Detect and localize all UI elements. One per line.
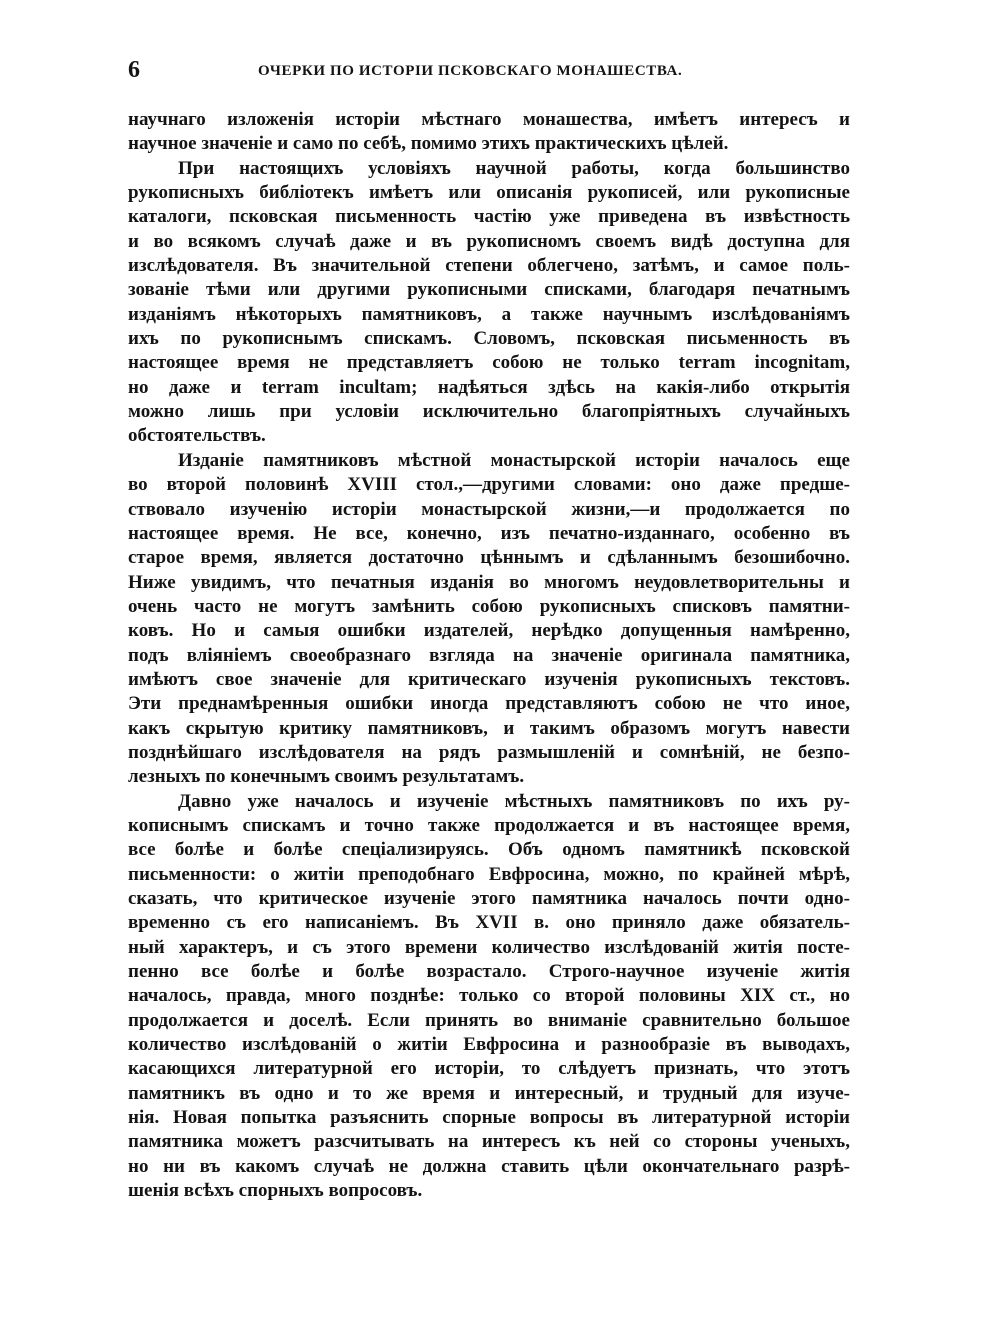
text-line: сказать, что критическое изученіе этого памятника началось почти одно- — [128, 888, 850, 909]
text-line: можно лишь при условіи исключительно благопріятныхъ случайныхъ — [128, 401, 850, 423]
text-line: научнаго изложенія исторіи мѣстнаго монашества, имѣетъ интересъ и — [128, 109, 850, 130]
text-line: очень часто не могутъ замѣнить собою рукописныхъ списковъ памятни- — [128, 595, 850, 617]
text-line: пенно все болѣе и болѣе возрастало. Строго-научное изученіе житія — [128, 961, 850, 983]
text-line: продолжается и доселѣ. Если принять во вниманіе сравнительно большое — [128, 1009, 850, 1031]
text-line: памятникъ въ одно и то же время и интересный, и трудный для изуче- — [128, 1082, 850, 1104]
page-number: 6 — [128, 57, 140, 83]
text-line: обстоятельствъ. — [128, 425, 266, 447]
text-line: изслѣдователя. Въ значительной степени облегчено, затѣмъ, и самое поль- — [128, 255, 850, 277]
text-line: нія. Новая попытка разъяснить спорные вопросы въ литературной исторіи — [128, 1107, 850, 1129]
running-title: ОЧЕРКИ ПО ИСТОРІИ ПСКОВСКАГО МОНАШЕСТВА. — [258, 63, 683, 79]
text-line: Давно уже началось и изученіе мѣстныхъ памятниковъ по ихъ ру- — [178, 790, 850, 812]
text-line: подъ вліяніемъ своеобразнаго взгляда на значеніе оригинала памятника, — [128, 644, 850, 666]
text-line: началось, правда, много позднѣе: только со второй половины XIX ст., но — [128, 985, 850, 1007]
text-line: Эти преднамѣренныя ошибки иногда представляютъ собою не что иное, — [128, 693, 850, 715]
running-head — [128, 57, 850, 87]
text-line: памятника можетъ разсчитывать на интересъ къ ней со стороны ученыхъ, — [128, 1131, 850, 1153]
paragraph-2 — [128, 157, 850, 449]
text-line: При настоящихъ условіяхъ научной работы, когда большинство — [178, 157, 850, 179]
text-line: Ниже увидимъ, что печатныя изданія во многомъ неудовлетворительны и — [128, 571, 850, 593]
text-line: ный характеръ, и съ этого времени количество изслѣдованій житія посте- — [128, 936, 850, 958]
body-text — [128, 108, 850, 1203]
text-line: зованіе тѣми или другими рукописными списками, благодаря печатнымъ — [128, 279, 850, 301]
text-line: изданіямъ нѣкоторыхъ памятниковъ, а также научнымъ изслѣдованіямъ — [128, 303, 850, 325]
text-line: лезныхъ по конечнымъ своимъ результатамъ. — [128, 766, 525, 788]
text-line: и во всякомъ случаѣ даже и въ рукописномъ своемъ видѣ доступна для — [128, 230, 850, 252]
text-line: кописнымъ спискамъ и точно также продолжается и въ настоящее время, — [128, 814, 850, 836]
text-line: старое время, является достаточно цѣннымъ и сдѣланнымъ безошибочно. — [128, 547, 850, 569]
text-line: количество изслѣдованій о житіи Евфросина и разнообразіе въ выводахъ, — [128, 1034, 850, 1056]
paragraph-4 — [128, 790, 850, 1204]
text-line: письменности: о житіи преподобнаго Евфросина, можно, по крайней мѣрѣ, — [128, 863, 850, 885]
paragraph-1 — [128, 108, 850, 157]
text-line: ковъ. Но и самыя ошибки издателей, нерѣдко допущенныя намѣренно, — [128, 620, 850, 642]
text-line: ствовало изученію исторіи монастырской жизни,—и продолжается по — [128, 498, 850, 520]
text-line: во второй половинѣ XVIII стол.,—другими словами: оно даже предше- — [128, 474, 850, 496]
text-line: шенія всѣхъ спорныхъ вопросовъ. — [128, 1180, 423, 1202]
text-line: Изданіе памятниковъ мѣстной монастырской исторіи началось еще — [178, 449, 850, 471]
paragraph-3 — [128, 449, 850, 790]
text-line: настоящее время. Не все, конечно, изъ печатно-изданнаго, особенно въ — [128, 522, 850, 544]
text-line: какъ скрытую критику памятниковъ, и такимъ образомъ могутъ навести — [128, 717, 850, 739]
text-line: позднѣйшаго изслѣдователя на рядъ размышленій и сомнѣній, не безпо- — [128, 741, 850, 763]
text-line: касающихся литературной его исторіи, то слѣдуетъ признать, что этотъ — [128, 1058, 850, 1080]
text-line: но ни въ какомъ случаѣ не должна ставить цѣли окончательнаго разрѣ- — [128, 1155, 850, 1177]
text-line: имѣютъ свое значеніе для критическаго изученія рукописныхъ текстовъ. — [128, 668, 850, 690]
text-line: но даже и terram incultam; надѣяться здѣсь на какія-либо открытія — [128, 376, 850, 398]
text-line: научное значеніе и само по себѣ, помимо этихъ практическихъ цѣлей. — [128, 133, 729, 155]
text-line: ихъ по рукописнымъ спискамъ. Словомъ, псковская письменность въ — [128, 328, 850, 350]
text-line: рукописныхъ библіотекъ имѣетъ или описанія рукописей, или рукописные — [128, 182, 850, 204]
text-line: все болѣе и болѣе спеціализируясь. Объ одномъ памятникѣ псковской — [128, 839, 850, 861]
text-line: настоящее время не представляетъ собою не только terram incognitam, — [128, 352, 850, 374]
text-line: каталоги, псковская письменность частію уже приведена въ извѣстность — [128, 206, 850, 228]
text-line: временно съ его написаніемъ. Въ XVII в. оно приняло даже обязатель- — [128, 912, 850, 934]
